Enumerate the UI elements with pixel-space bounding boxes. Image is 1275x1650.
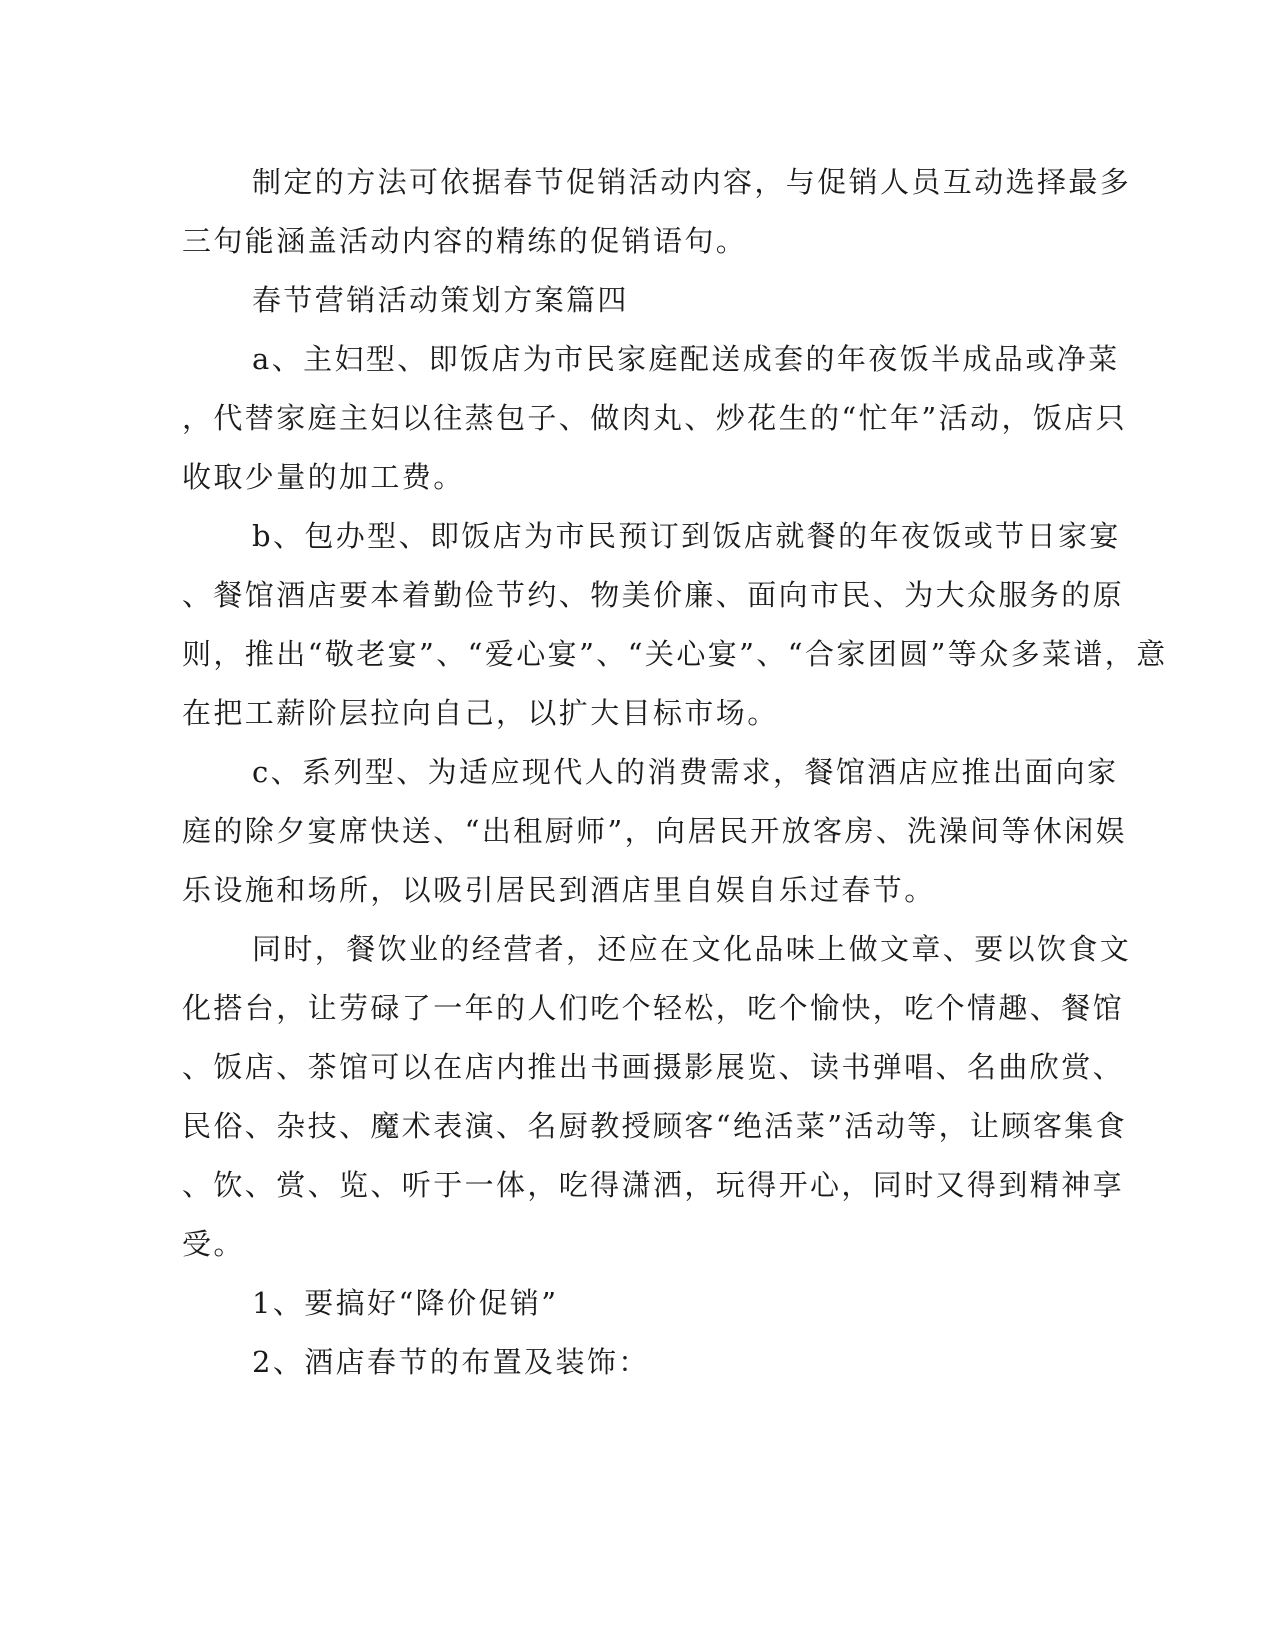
paragraph-line: 民俗、杂技、魔术表演、名厨教授顾客“绝活菜”活动等，让顾客集食 <box>182 1109 1128 1143</box>
paragraph-line: 、餐馆酒店要本着勤俭节约、物美价廉、面向市民、为大众服务的原 <box>182 578 1125 612</box>
paragraph-line: c、系列型、为适应现代人的消费需求，餐馆酒店应推出面向家 <box>252 755 1119 789</box>
paragraph-line: 、饭店、茶馆可以在店内推出书画摄影展览、读书弹唱、名曲欣赏、 <box>182 1050 1125 1084</box>
paragraph-line: b、包办型、即饭店为市民预订到饭店就餐的年夜饭或节日家宴 <box>252 519 1121 553</box>
paragraph-line: 则，推出“敬老宴”、“爱心宴”、“关心宴”、“合家团圆”等众多菜谱，意 <box>182 637 1168 671</box>
paragraph-line: 受。 <box>182 1227 245 1261</box>
paragraph-line: 三句能涵盖活动内容的精练的促销语句。 <box>182 224 748 258</box>
paragraph-line: ，代替家庭主妇以往蒸包子、做肉丸、炒花生的“忙年”活动，饭店只 <box>182 401 1128 435</box>
paragraph-line: 、饮、赏、览、听于一体，吃得潇洒，玩得开心，同时又得到精神享 <box>182 1168 1125 1202</box>
paragraph-line: 在把工薪阶层拉向自己，以扩大目标市场。 <box>182 696 779 730</box>
list-item: 1、要搞好“降价促销” <box>252 1286 559 1320</box>
section-heading: 春节营销活动策划方案篇四 <box>252 283 629 317</box>
paragraph-line: 庭的除夕宴席快送、“出租厨师”，向居民开放客房、洗澡间等休闲娱 <box>182 814 1128 848</box>
list-item: 2、酒店春节的布置及装饰： <box>252 1345 650 1379</box>
paragraph-line: 同时，餐饮业的经营者，还应在文化品味上做文章、要以饮食文 <box>252 932 1132 966</box>
paragraph-line: 收取少量的加工费。 <box>182 460 465 494</box>
paragraph-line: 化搭台，让劳碌了一年的人们吃个轻松，吃个愉快，吃个情趣、餐馆 <box>182 991 1125 1025</box>
paragraph-line: a、主妇型、即饭店为市民家庭配送成套的年夜饭半成品或净菜 <box>252 342 1120 376</box>
paragraph-line: 乐设施和场所，以吸引居民到酒店里自娱自乐过春节。 <box>182 873 936 907</box>
paragraph-line: 制定的方法可依据春节促销活动内容，与促销人员互动选择最多 <box>252 165 1132 199</box>
